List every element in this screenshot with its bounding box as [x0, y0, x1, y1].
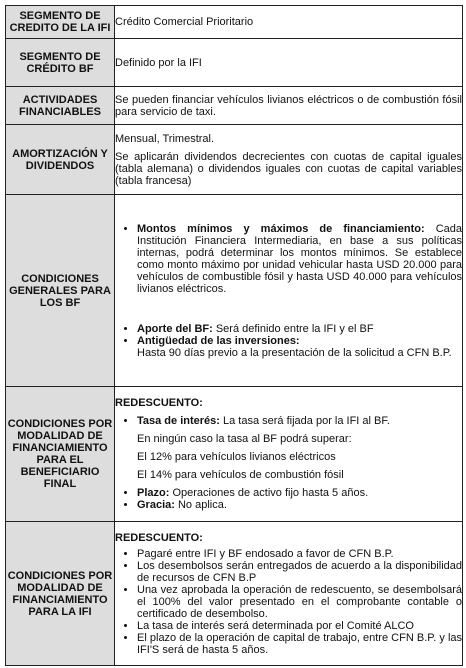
- list-item: • Montos mínimos y máximos de financiamiento: Cada Institución Financiera Intermediaria, en base a sus políticas internas, podrá determinar los montos mínimos. Se establece como monto máximo por unidad vehicular hasta USD 20.000 para vehículos de combustible fósil y hasta USD 40.000 para vehículos livianos eléctricos.: [137, 223, 462, 295]
- conditions-table: [5, 5, 463, 666]
- row-label: SEGMENTO DE CREDITO DE LA IFI: [6, 6, 115, 39]
- row-value: Crédito Comercial Prioritario: [115, 6, 463, 39]
- general-conditions-list: [115, 223, 462, 295]
- rate-cap-electric: El 12% para vehículos livianos eléctricos: [137, 451, 336, 463]
- section-heading: REDESCUENTO:: [115, 397, 203, 409]
- list-item: • Pagaré entre IFI y BF endosado a favor de CFN B.P.: [137, 548, 462, 560]
- table-row: [6, 195, 463, 387]
- row-label: CONDICIONES POR MODALIDAD DE FINANCIAMIENTO PARA EL BENEFICIARIO FINAL: [6, 387, 115, 522]
- row-label: SEGMENTO DE CRÉDITO BF: [6, 39, 115, 87]
- list-item: • Aporte del BF: Será definido entre la IFI y el BF: [137, 323, 462, 335]
- document-page: [5, 5, 463, 665]
- row-value: Se pueden financiar vehículos livianos eléctricos o de combustión fósil para servicio de taxi.: [115, 93, 462, 118]
- table-row: [6, 87, 463, 125]
- section-heading: REDESCUENTO:: [115, 531, 203, 544]
- rate-cap-intro: En ningún caso la tasa al BF podrá superar:: [137, 433, 352, 445]
- list-item: • Los desembolsos serán entregados de acuerdo a la disponibilidad de recursos de CFN B.P: [137, 560, 462, 584]
- amortization-frequency: Mensual, Trimestral.: [115, 132, 215, 145]
- table-row: [6, 387, 463, 522]
- row-label: CONDICIONES GENERALES PARA LOS BF: [6, 195, 115, 387]
- list-item: • Antigüedad de las inversiones:: [137, 335, 462, 347]
- list-item: • Gracia: No aplica.: [137, 499, 462, 511]
- table-row: [6, 39, 463, 87]
- rate-cap-fossil: El 14% para vehículos de combustión fósil: [137, 469, 344, 481]
- table-row: [6, 6, 463, 39]
- general-conditions-list: [115, 323, 462, 347]
- list-item: • Tasa de interés: La tasa será fijada por la IFI al BF.: [137, 415, 462, 427]
- row-label: ACTIVIDADES FINANCIABLES: [6, 87, 115, 125]
- list-item: • Plazo: Operaciones de activo fijo hasta 5 años.: [137, 487, 462, 499]
- ifi-conditions-list: [115, 548, 462, 656]
- list-item: • La tasa de interés será determinada por el Comité ALCO: [137, 620, 462, 632]
- table-row: [6, 522, 463, 666]
- row-label: AMORTIZACIÓN Y DIVIDENDOS: [6, 125, 115, 195]
- row-value: Definido por la IFI: [115, 39, 463, 87]
- investment-age-text: Hasta 90 días previo a la presentación de la solicitud a CFN B.P.: [137, 346, 452, 359]
- dividend-description: Se aplicarán dividendos decrecientes con cuotas de capital iguales (tabla alemana) o dividendos iguales con cuotas de capital variables (tabla francesa): [115, 150, 462, 187]
- table-row: [6, 125, 463, 195]
- list-item: • Una vez aprobada la operación de redescuento, se desembolsará el 100% del valor presentado en el comprobante contable o certificado de desembolso.: [137, 584, 462, 620]
- row-label: CONDICIONES POR MODALIDAD DE FINANCIAMIENTO PARA LA IFI: [6, 522, 115, 666]
- list-item: • El plazo de la operación de capital de trabajo, entre CFN B.P. y las IFI'S será de hasta 5 años.: [137, 632, 462, 656]
